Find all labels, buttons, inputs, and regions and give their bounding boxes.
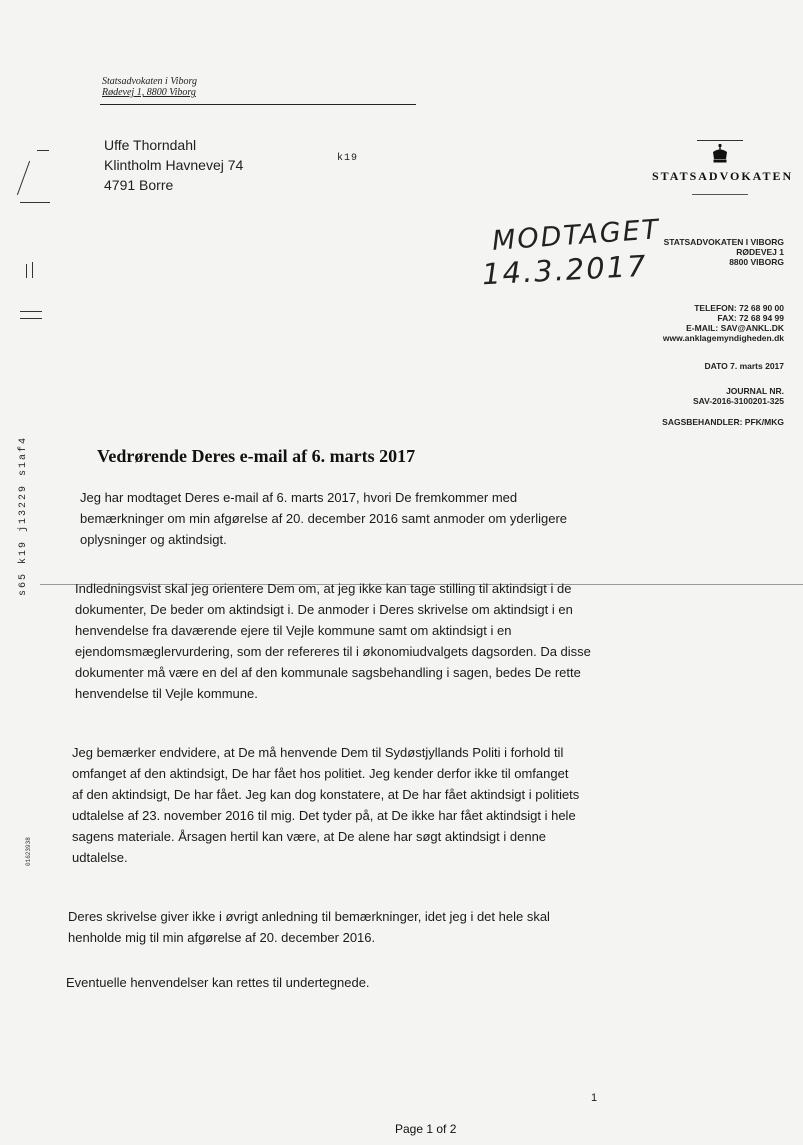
paragraph-line: Indledningsvist skal jeg orientere Dem om, at jeg ikke kan tage stilling til aktindsigt i de xyxy=(75,581,572,596)
letter-date: DATO 7. marts 2017 xyxy=(704,361,784,371)
office-address-block xyxy=(664,237,784,267)
crest-rule-bottom xyxy=(692,194,748,195)
scan-mark-tick xyxy=(32,262,33,278)
paragraph-line: dokumenter, De beder om aktindsigt i. De anmoder i Deres skrivelse om aktindsigt i en xyxy=(75,602,573,617)
paragraph-line: dokumenter må være en del af den kommunale sagsbehandling i sagen, bedes De rette xyxy=(75,665,581,680)
paragraph-line: ejendomsmæglervurdering, som der refereres til i økonomiudvalgets dagsorden. Da disse xyxy=(75,644,591,659)
office-city: 8800 VIBORG xyxy=(729,257,784,267)
paragraph-line: henvendelse fra daværende ejere til Vejle kommune samt om aktindsigt i en xyxy=(75,623,512,638)
paragraph-line: henvendelse til Vejle kommune. xyxy=(75,686,258,701)
sender-rule xyxy=(100,104,416,105)
paragraph xyxy=(66,972,370,993)
recipient-city: 4791 Borre xyxy=(104,177,174,193)
paragraph-line: bemærkninger om min afgørelse af 20. december 2016 samt anmoder om yderligere xyxy=(80,511,568,526)
paragraph-line: omfanget af den aktindsigt, De har fået hos politiet. Jeg kender derfor ikke til omfanget xyxy=(72,766,569,781)
journal-block xyxy=(693,386,784,406)
scan-mark-tick xyxy=(26,264,27,278)
letterhead-logo xyxy=(652,140,794,195)
paragraph xyxy=(80,487,567,550)
paragraph xyxy=(75,578,591,704)
paragraph-line: oplysninger og aktindsigt. xyxy=(80,532,227,547)
punch-mark xyxy=(20,311,42,312)
paragraph-line: udtalelse. xyxy=(72,850,128,865)
recipient-name: Uffe Thorndahl xyxy=(104,137,197,153)
paragraph-line: Deres skrivelse giver ikke i øvrigt anledning til bemærkninger, idet jeg i det hele skal xyxy=(68,909,550,924)
scan-mark-dash xyxy=(37,150,49,151)
office-phone: TELEFON: 72 68 90 00 xyxy=(694,303,784,313)
page-number: 1 xyxy=(591,1092,598,1104)
paragraph-line: Jeg bemærker endvidere, at De må henvende Dem til Sydøstjyllands Politi i forhold til xyxy=(72,745,564,760)
paragraph xyxy=(72,742,579,868)
brand-name: STATSADVOKATEN xyxy=(652,169,794,183)
office-fax: FAX: 72 68 94 99 xyxy=(717,313,784,323)
scan-mark-slash xyxy=(17,161,30,195)
received-stamp-label: MODTAGET xyxy=(491,214,662,257)
mail-code: k19 xyxy=(337,153,359,164)
journal-label: JOURNAL NR. xyxy=(726,386,784,396)
letter-subject: Vedrørende Deres e-mail af 6. marts 2017 xyxy=(97,446,416,466)
recipient-address xyxy=(104,135,243,195)
paragraph xyxy=(68,906,550,948)
paragraph-line: sagens materiale. Årsagen hertil kan være, at De alene har søgt aktindsigt i denne xyxy=(72,829,547,844)
recipient-street: Klintholm Havnevej 74 xyxy=(104,157,244,173)
case-officer: SAGSBEHANDLER: PFK/MKG xyxy=(662,417,784,427)
paragraph-line: henholde mig til min afgørelse af 20. december 2016. xyxy=(68,930,376,945)
received-stamp-date: 14.3.2017 xyxy=(481,248,649,292)
page-footer: Page 1 of 2 xyxy=(395,1122,457,1136)
vertical-scan-code: 01623938 xyxy=(25,837,32,866)
office-contact-block xyxy=(663,303,784,343)
office-name: STATSADVOKATEN I VIBORG xyxy=(663,237,784,247)
crest-rule-top xyxy=(697,140,743,141)
crown-icon xyxy=(711,143,729,165)
paragraph-line: Eventuelle henvendelser kan rettes til undertegnede. xyxy=(66,975,370,990)
paragraph-line: Jeg har modtaget Deres e-mail af 6. marts 2017, hvori De fremkommer med xyxy=(80,490,518,505)
office-web: www.anklagemyndigheden.dk xyxy=(662,333,784,343)
office-street: RØDEVEJ 1 xyxy=(736,247,784,257)
scan-mark-dash xyxy=(20,202,50,203)
office-email: E-MAIL: SAV@ANKL.DK xyxy=(686,323,784,333)
vertical-document-code: s65 k19 j13229 s1af4 xyxy=(18,435,29,596)
paragraph-line: udtalelse af 23. november 2016 til mig. Det tyder på, at De ikke har fået aktindsigt i hele xyxy=(72,808,576,823)
punch-mark xyxy=(20,318,42,319)
paragraph-line: af den aktindsigt, De har fået. Jeg kan dog konstatere, at De har fået aktindsigt i politiets xyxy=(72,787,580,802)
sender-return-line2: Rødevej 1, 8800 Viborg xyxy=(102,87,196,98)
sender-return-address xyxy=(102,76,197,98)
sender-return-line1: Statsadvokaten i Viborg xyxy=(102,76,197,87)
journal-number: SAV-2016-3100201-325 xyxy=(692,396,784,406)
